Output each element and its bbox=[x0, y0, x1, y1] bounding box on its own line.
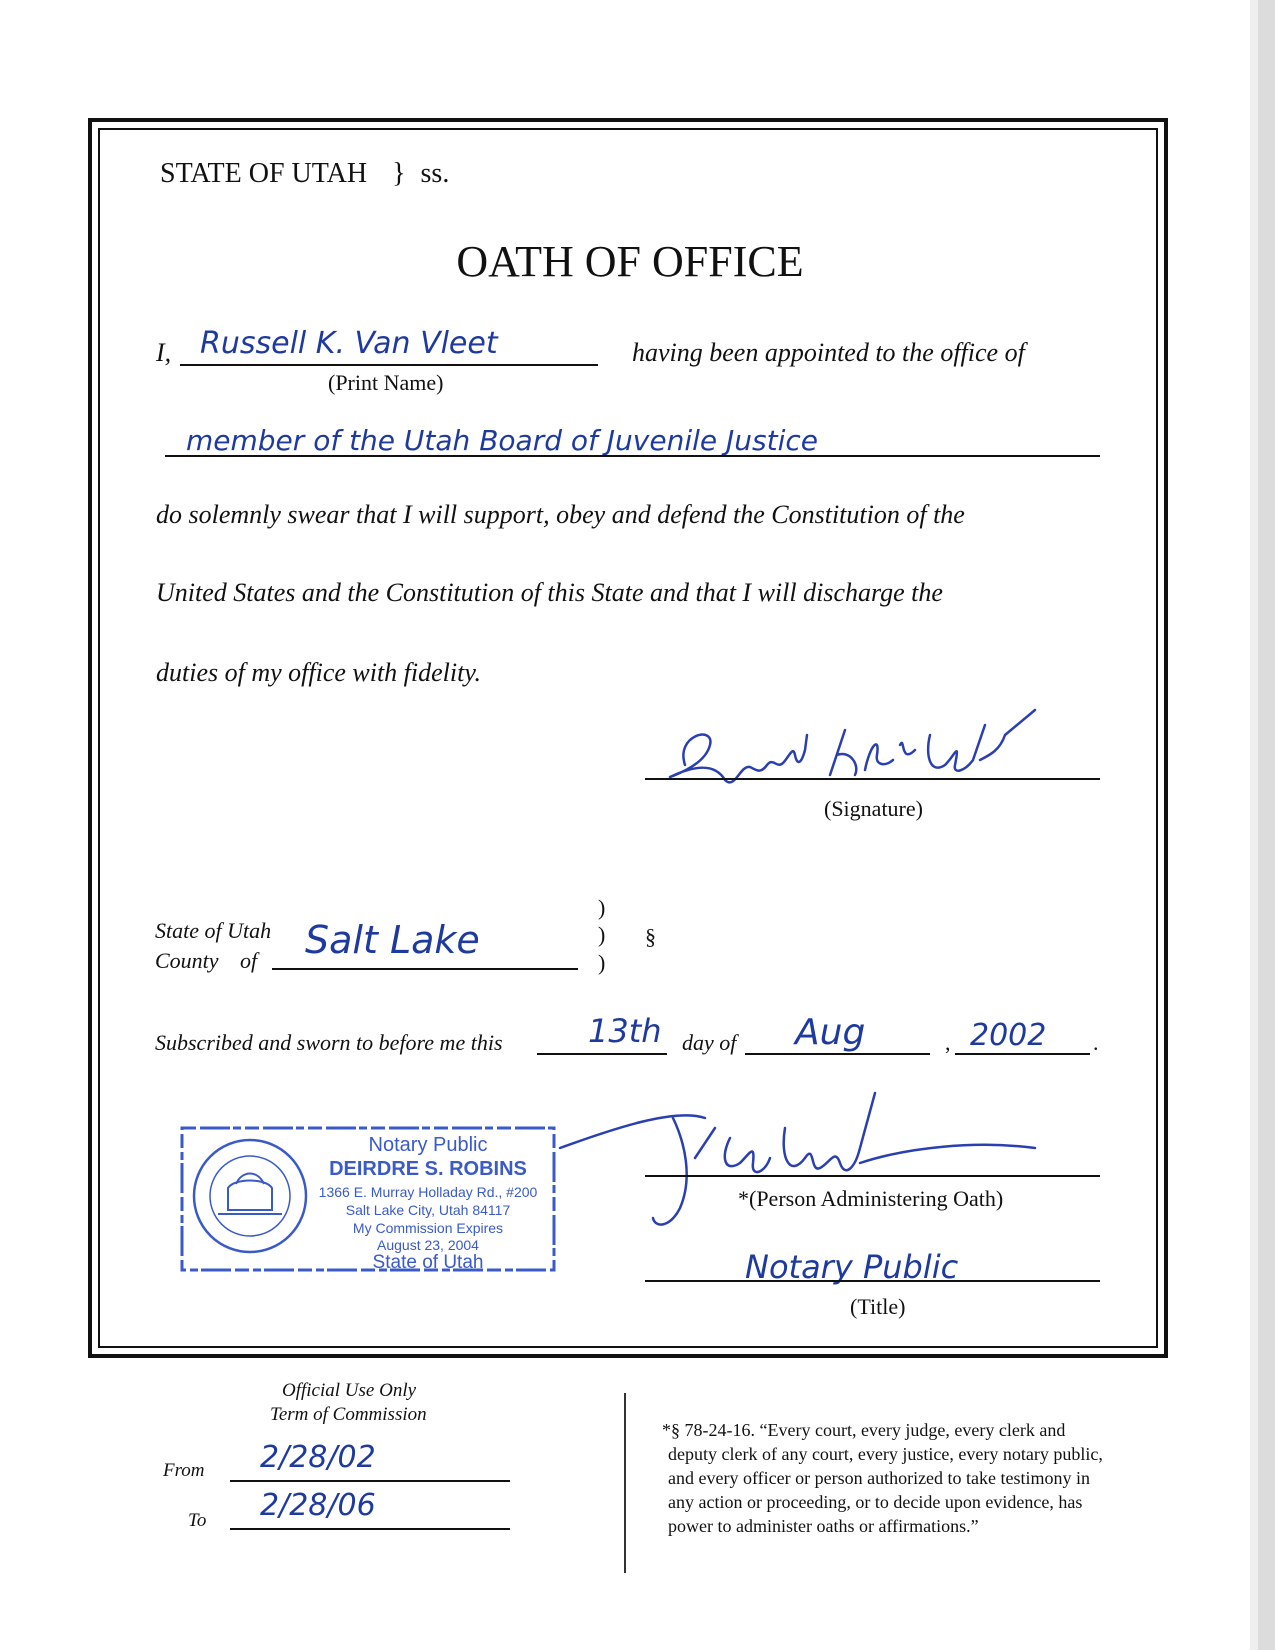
signature-line bbox=[645, 778, 1100, 780]
venue-of-label: of bbox=[240, 948, 258, 973]
administer-line bbox=[645, 1175, 1100, 1177]
ss-label: ss. bbox=[420, 158, 450, 189]
sworn-text: Subscribed and sworn to before me this bbox=[155, 1030, 503, 1055]
month-line bbox=[745, 1053, 930, 1055]
year-period: . bbox=[1093, 1030, 1099, 1055]
document-title: OATH OF OFFICE bbox=[456, 237, 804, 286]
oath-body-line-3: duties of my office with fidelity. bbox=[156, 658, 481, 687]
notary-signature bbox=[555, 1088, 1095, 1238]
day-handwritten: 13th bbox=[588, 1012, 662, 1050]
venue-county-label: County bbox=[155, 948, 219, 973]
venue-paren-1: ) bbox=[598, 895, 606, 920]
statute-line-5: power to administer oaths or affirmations.” bbox=[668, 1516, 979, 1536]
to-label: To bbox=[188, 1510, 207, 1531]
statute-line-4: any action or proceeding, or to decide upon evidence, has bbox=[668, 1492, 1083, 1512]
signature-caption: (Signature) bbox=[824, 796, 923, 821]
year-comma: , bbox=[945, 1030, 951, 1055]
office-handwritten: member of the Utah Board of Juvenile Justice bbox=[186, 424, 818, 457]
year-handwritten: 2002 bbox=[970, 1018, 1047, 1053]
month-handwritten: Aug bbox=[795, 1012, 866, 1053]
notary-stamp bbox=[178, 1122, 558, 1274]
venue-paren-2: ) bbox=[598, 922, 606, 947]
stamp-line-1: Notary Public bbox=[368, 1134, 488, 1156]
county-line bbox=[272, 968, 578, 970]
stamp-line-3: 1366 E. Murray Holladay Rd., #200 bbox=[318, 1184, 538, 1200]
state-heading bbox=[160, 158, 449, 190]
county-handwritten: Salt Lake bbox=[305, 918, 480, 962]
section-symbol: § bbox=[645, 924, 656, 949]
brace: } bbox=[392, 158, 406, 189]
venue-paren-3: ) bbox=[598, 950, 606, 975]
title-line bbox=[645, 1280, 1100, 1282]
stamp-line-7: State of Utah bbox=[372, 1252, 484, 1273]
scan-edge bbox=[1258, 0, 1275, 1650]
appointed-text: having been appointed to the office of bbox=[632, 338, 1025, 367]
title-handwritten: Notary Public bbox=[745, 1248, 959, 1286]
i-label: I, bbox=[156, 338, 172, 367]
year-line bbox=[955, 1053, 1090, 1055]
day-of-label: day of bbox=[682, 1030, 737, 1055]
title-caption: (Title) bbox=[850, 1294, 906, 1319]
stamp-line-6: August 23, 2004 bbox=[377, 1237, 479, 1253]
office-line bbox=[165, 455, 1100, 457]
to-line bbox=[230, 1528, 510, 1530]
statute-line-3: and every officer or person authorized to take testimony in bbox=[668, 1468, 1091, 1488]
state-label: STATE OF UTAH bbox=[160, 158, 368, 189]
from-handwritten: 2/28/02 bbox=[260, 1440, 376, 1475]
statute-line-1: *§ 78-24-16. “Every court, every judge, every clerk and bbox=[662, 1420, 1066, 1440]
official-heading-2: Term of Commission bbox=[270, 1404, 427, 1425]
print-name-handwritten: Russell K. Van Vleet bbox=[200, 326, 498, 361]
from-line bbox=[230, 1480, 510, 1482]
from-label: From bbox=[163, 1460, 205, 1481]
oath-body-line-1: do solemnly swear that I will support, obey and defend the Constitution of the bbox=[156, 500, 965, 529]
to-handwritten: 2/28/06 bbox=[260, 1488, 376, 1523]
print-name-caption: (Print Name) bbox=[328, 370, 444, 395]
print-name-line bbox=[180, 364, 598, 366]
official-heading-1: Official Use Only bbox=[282, 1380, 417, 1401]
stamp-line-2: DEIRDRE S. ROBINS bbox=[329, 1158, 527, 1180]
stamp-line-5: My Commission Expires bbox=[352, 1220, 504, 1236]
stamp-line-4: Salt Lake City, Utah 84117 bbox=[345, 1202, 511, 1218]
statute-line-2: deputy clerk of any court, every justice, every notary public, bbox=[668, 1444, 1103, 1464]
day-line bbox=[537, 1053, 667, 1055]
venue-state-label: State of Utah bbox=[155, 918, 272, 943]
footer-divider bbox=[624, 1393, 626, 1573]
administer-caption: *(Person Administering Oath) bbox=[738, 1186, 1004, 1211]
oath-body-line-2: United States and the Constitution of this State and that I will discharge the bbox=[156, 578, 943, 607]
